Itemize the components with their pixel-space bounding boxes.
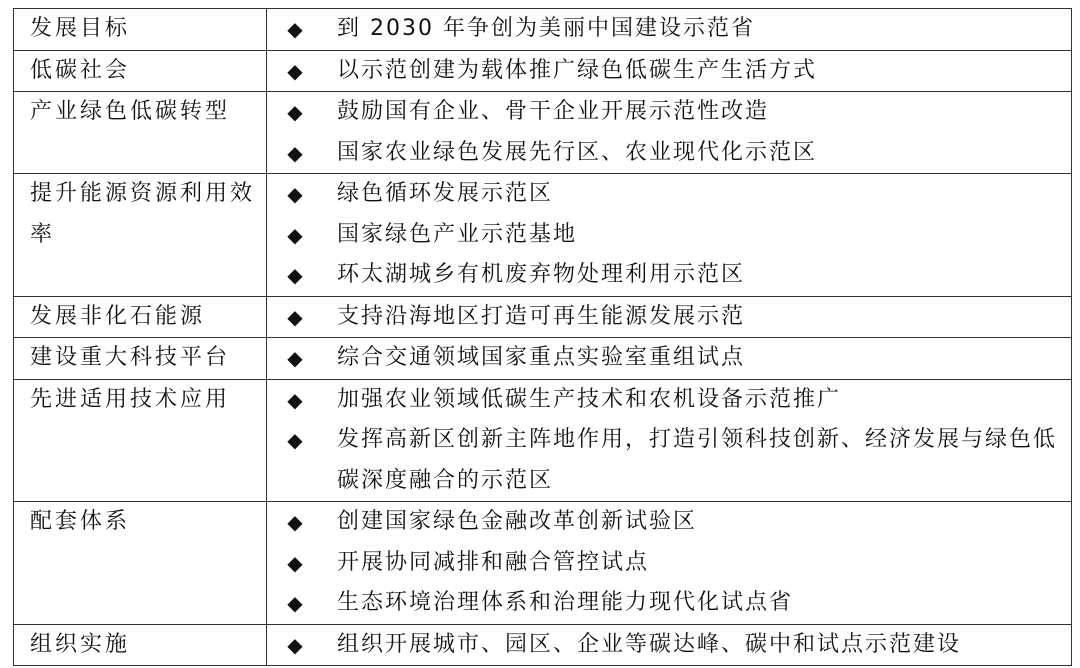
diamond-bullet-icon: ◆ bbox=[287, 304, 305, 329]
row-label: 先进适用技术应用 bbox=[30, 386, 231, 412]
row-label-cell bbox=[14, 92, 267, 174]
row-label: 提升能源资源利用效率 bbox=[30, 181, 256, 247]
list-item-text: 发挥高新区创新主阵地作用，打造引领科技创新、经济发展与绿色低碳深度融合的示范区 bbox=[337, 427, 1058, 493]
row-label-cell bbox=[14, 174, 267, 297]
row-label: 产业绿色低碳转型 bbox=[30, 99, 231, 124]
list-item bbox=[267, 297, 1071, 338]
table-row bbox=[14, 174, 1072, 297]
row-items-cell bbox=[267, 174, 1072, 297]
list-item bbox=[267, 92, 1071, 133]
diamond-bullet-icon: ◆ bbox=[287, 140, 305, 165]
diamond-bullet-icon: ◆ bbox=[287, 550, 305, 575]
row-items-cell bbox=[267, 624, 1072, 666]
list-item bbox=[267, 215, 1071, 256]
row-label: 组织实施 bbox=[30, 631, 131, 657]
list-item bbox=[267, 9, 1071, 50]
row-label-cell bbox=[14, 296, 267, 338]
diamond-bullet-icon: ◆ bbox=[287, 346, 305, 370]
list-item-text: 鼓励国有企业、骨干企业开展示范性改造 bbox=[337, 99, 770, 124]
list-item-text: 环太湖城乡有机废弃物处理利用示范区 bbox=[337, 262, 746, 287]
row-items-cell bbox=[267, 9, 1072, 51]
list-item bbox=[267, 583, 1071, 624]
list-item bbox=[267, 133, 1071, 174]
diamond-bullet-icon: ◆ bbox=[287, 632, 305, 657]
row-items-cell bbox=[267, 379, 1072, 502]
row-label-cell bbox=[14, 502, 267, 625]
list-item-text: 创建国家绿色金融改革创新试验区 bbox=[337, 509, 698, 534]
diamond-bullet-icon: ◆ bbox=[287, 263, 305, 287]
diamond-bullet-icon: ◆ bbox=[287, 17, 305, 41]
list-item bbox=[267, 338, 1071, 379]
table-row bbox=[14, 624, 1072, 666]
row-label: 建设重大科技平台 bbox=[30, 345, 231, 370]
table-row bbox=[14, 338, 1072, 380]
row-items-cell bbox=[267, 50, 1072, 92]
table-row bbox=[14, 92, 1072, 174]
row-label-cell bbox=[14, 379, 267, 502]
list-item-text: 国家绿色产业示范基地 bbox=[337, 221, 578, 247]
list-item-text: 绿色循环发展示范区 bbox=[337, 181, 554, 206]
list-item bbox=[267, 255, 1071, 296]
list-item-text: 组织开展城市、园区、企业等碳达峰、碳中和试点示范建设 bbox=[337, 631, 962, 657]
row-label: 发展非化石能源 bbox=[30, 303, 206, 329]
row-label: 低碳社会 bbox=[30, 57, 131, 83]
list-item-text: 以示范创建为载体推广绿色低碳生产生活方式 bbox=[337, 57, 818, 83]
row-label: 发展目标 bbox=[30, 16, 131, 41]
table-row bbox=[14, 379, 1072, 502]
list-item-text: 生态环境治理体系和治理能力现代化试点省 bbox=[337, 590, 794, 615]
list-item-text: 支持沿海地区打造可再生能源发展示范 bbox=[337, 303, 746, 329]
diamond-bullet-icon: ◆ bbox=[287, 510, 305, 534]
row-label-cell bbox=[14, 624, 267, 666]
row-items-cell bbox=[267, 502, 1072, 625]
diamond-bullet-icon: ◆ bbox=[287, 387, 305, 412]
list-item-text: 国家农业绿色发展先行区、农业现代化示范区 bbox=[337, 139, 818, 165]
list-item bbox=[267, 543, 1071, 584]
row-items-cell bbox=[267, 338, 1072, 380]
list-item bbox=[267, 174, 1071, 215]
list-item bbox=[267, 51, 1071, 92]
list-item-text: 加强农业领域低碳生产技术和农机设备示范推广 bbox=[337, 386, 842, 412]
row-items-cell bbox=[267, 296, 1072, 338]
diamond-bullet-icon: ◆ bbox=[287, 182, 305, 206]
diamond-bullet-icon: ◆ bbox=[287, 591, 305, 615]
diamond-bullet-icon: ◆ bbox=[287, 222, 305, 247]
table-row bbox=[14, 50, 1072, 92]
row-label-cell bbox=[14, 50, 267, 92]
list-item-text: 综合交通领域国家重点实验室重组试点 bbox=[337, 345, 746, 370]
list-item bbox=[267, 625, 1071, 666]
list-item-text: 开展协同减排和融合管控试点 bbox=[337, 549, 650, 575]
table-row bbox=[14, 9, 1072, 51]
policy-table bbox=[13, 8, 1072, 666]
row-label: 配套体系 bbox=[30, 509, 131, 534]
diamond-bullet-icon: ◆ bbox=[287, 100, 305, 124]
list-item bbox=[267, 380, 1071, 421]
diamond-bullet-icon: ◆ bbox=[287, 428, 305, 452]
list-item bbox=[267, 502, 1071, 543]
diamond-bullet-icon: ◆ bbox=[287, 58, 305, 83]
table-body bbox=[14, 9, 1072, 666]
list-item-text: 到 2030 年争创为美丽中国建设示范省 bbox=[337, 16, 755, 41]
table-row bbox=[14, 296, 1072, 338]
row-label-cell bbox=[14, 9, 267, 51]
table-row bbox=[14, 502, 1072, 625]
row-items-cell bbox=[267, 92, 1072, 174]
list-item bbox=[267, 420, 1071, 501]
row-label-cell bbox=[14, 338, 267, 380]
